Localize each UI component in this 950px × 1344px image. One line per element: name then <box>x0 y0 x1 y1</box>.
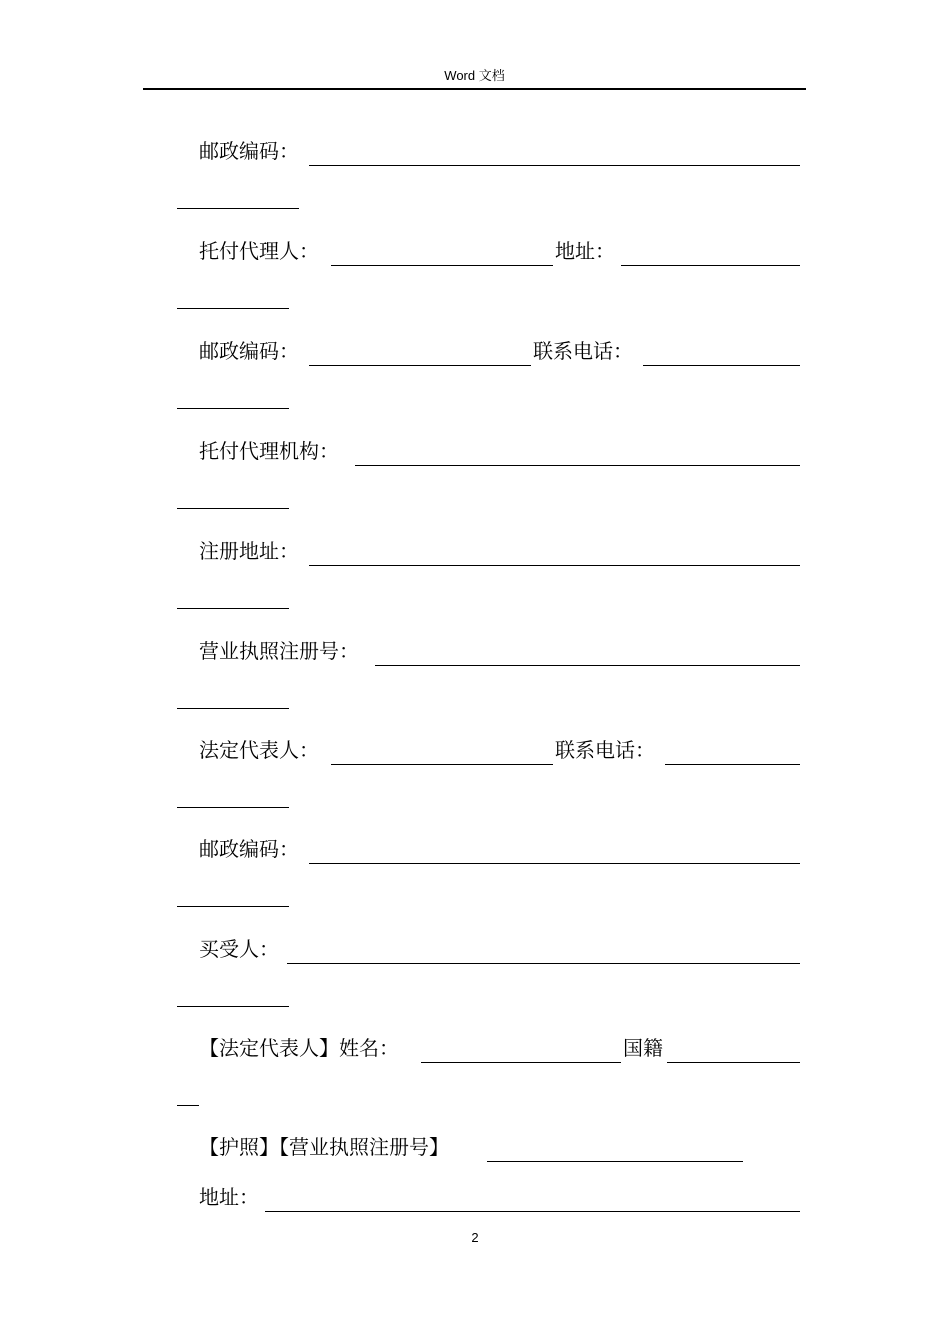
postal-code-label: 邮政编码： <box>199 139 299 163</box>
blank-continuation <box>177 206 299 209</box>
buyer-field <box>199 934 800 964</box>
blank-continuation <box>177 904 289 907</box>
passport-license-blank[interactable] <box>487 1161 743 1162</box>
blank-continuation <box>177 1004 289 1007</box>
legal-rep-label: 法定代表人： <box>199 738 319 762</box>
postal-code-field-1 <box>199 136 800 166</box>
blank-continuation <box>177 706 289 709</box>
phone-label: 联系电话： <box>555 738 655 762</box>
buyer-blank[interactable] <box>287 963 800 964</box>
blank-continuation <box>177 306 289 309</box>
page-header <box>143 64 806 90</box>
blank-continuation <box>177 805 289 808</box>
license-number-label: 营业执照注册号： <box>199 639 359 663</box>
page-number: 2 <box>471 1230 479 1245</box>
nationality-label: 国籍 <box>623 1036 663 1060</box>
address-label: 地址： <box>555 239 615 263</box>
license-number-blank[interactable] <box>375 665 800 666</box>
blank-continuation <box>177 506 289 509</box>
registered-address-field <box>199 536 800 566</box>
phone-label: 联系电话： <box>533 339 633 363</box>
agency-field <box>199 436 800 466</box>
name-nationality-field <box>199 1033 800 1063</box>
legal-rep-blank[interactable] <box>331 764 553 765</box>
nationality-blank[interactable] <box>667 1062 800 1063</box>
legal-rep-phone-field <box>199 735 800 765</box>
license-number-field <box>199 636 800 666</box>
postal-code-blank[interactable] <box>309 365 531 366</box>
registered-address-label: 注册地址： <box>199 539 299 563</box>
agent-blank[interactable] <box>331 265 553 266</box>
address-blank[interactable] <box>621 265 800 266</box>
blank-continuation <box>177 1103 199 1106</box>
passport-license-label: 【护照】【营业执照注册号】 <box>199 1135 449 1159</box>
phone-blank[interactable] <box>665 764 800 765</box>
blank-continuation <box>177 606 289 609</box>
agent-label: 托付代理人： <box>199 239 319 263</box>
registered-address-blank[interactable] <box>309 565 800 566</box>
postal-code-field-2 <box>199 834 800 864</box>
postal-code-label: 邮政编码： <box>199 339 299 363</box>
agent-field <box>199 236 800 266</box>
header-title: Word 文档 <box>444 68 505 83</box>
blank-continuation <box>177 406 289 409</box>
buyer-label: 买受人： <box>199 937 279 961</box>
postal-code-blank[interactable] <box>309 863 800 864</box>
passport-license-field <box>199 1132 800 1162</box>
postal-code-label: 邮政编码： <box>199 837 299 861</box>
phone-blank[interactable] <box>643 365 800 366</box>
postal-code-blank[interactable] <box>309 165 800 166</box>
agency-blank[interactable] <box>355 465 800 466</box>
name-label: 【法定代表人】姓名： <box>199 1036 399 1060</box>
address-field <box>199 1182 800 1212</box>
name-blank[interactable] <box>421 1062 621 1063</box>
agency-label: 托付代理机构： <box>199 439 339 463</box>
address-label: 地址： <box>199 1185 259 1209</box>
postal-phone-field <box>199 336 800 366</box>
address-blank[interactable] <box>265 1211 800 1212</box>
